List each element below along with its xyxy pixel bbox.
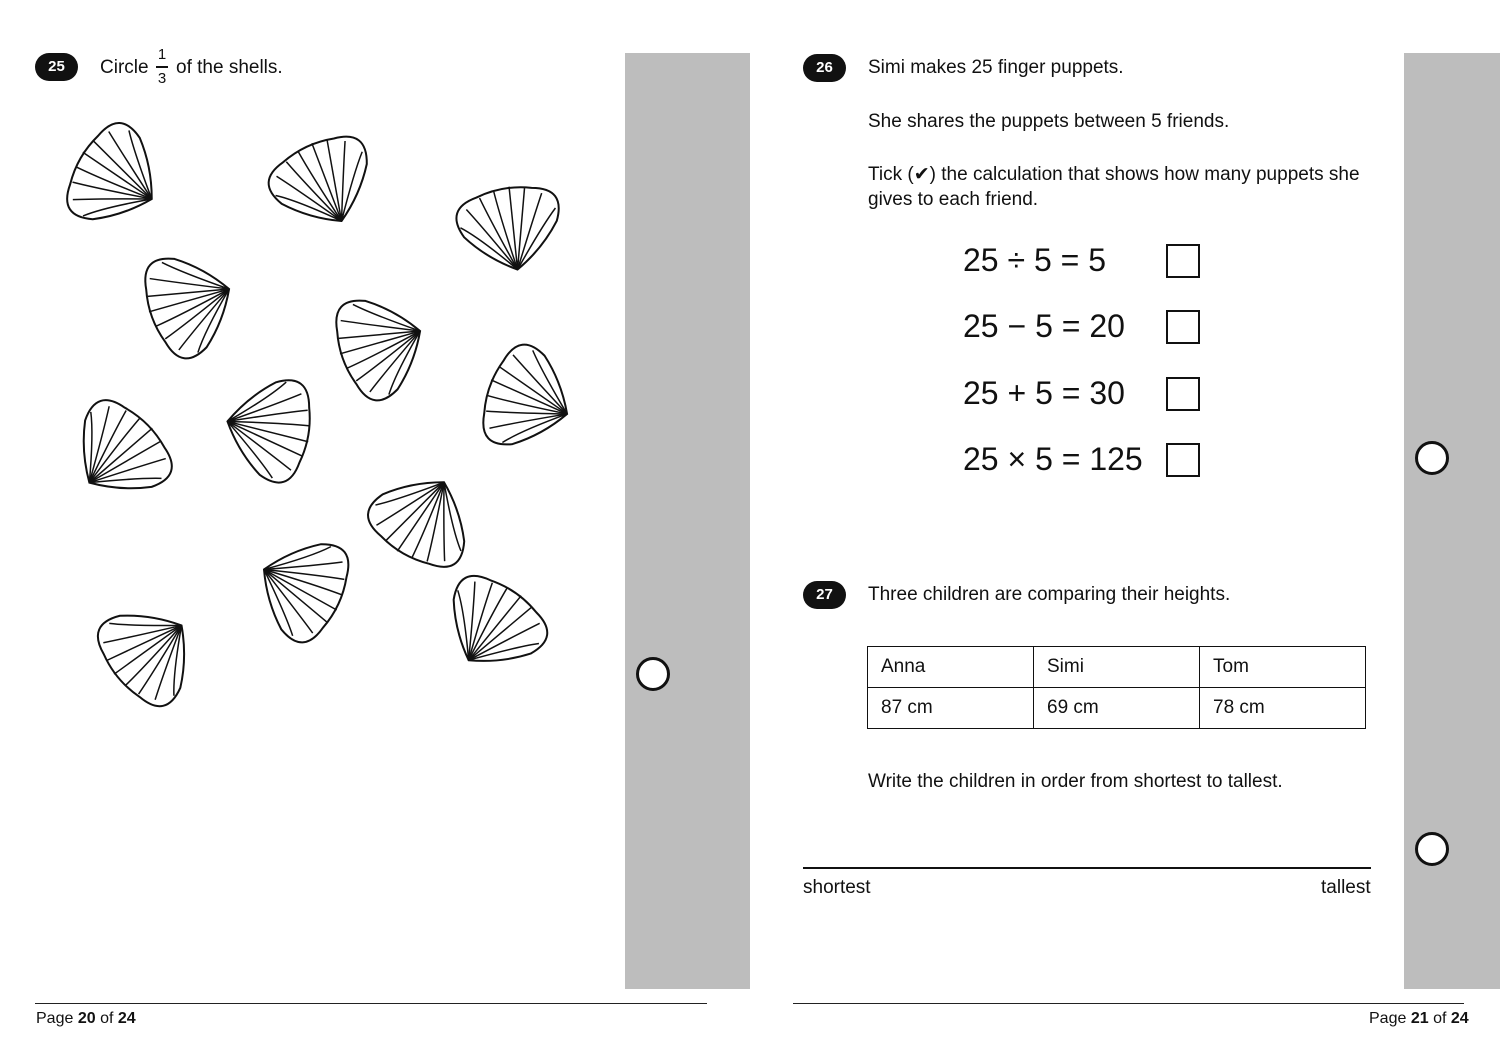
shell-icon[interactable] — [133, 241, 246, 366]
shell-icon[interactable] — [85, 586, 215, 718]
question-text-before: Circle — [100, 57, 149, 78]
page-footer — [36, 1010, 136, 1028]
shell-icon[interactable] — [324, 283, 437, 408]
tick-box-multiply[interactable] — [1166, 443, 1200, 477]
q27-instruction: Write the children in order from shortest to tallest. — [868, 771, 1283, 792]
footer-of: of — [1433, 1010, 1447, 1027]
tick-box-divide[interactable] — [1166, 244, 1200, 278]
shell-icon[interactable] — [452, 179, 568, 279]
footer-prefix: Page — [36, 1010, 74, 1027]
table-cell-name: Simi — [1034, 647, 1200, 688]
question-number-badge: 25 — [35, 53, 78, 81]
shells-area[interactable] — [0, 120, 620, 740]
footer-of: of — [100, 1010, 114, 1027]
table-cell-name: Tom — [1200, 647, 1366, 688]
binder-hole-icon — [1415, 832, 1449, 866]
fraction-numerator: 1 — [157, 46, 167, 63]
tallest-label: tallest — [1321, 877, 1371, 898]
q26-line2: She shares the puppets between 5 friends. — [868, 111, 1230, 132]
shell-icon[interactable] — [260, 124, 389, 243]
tick-box-subtract[interactable] — [1166, 310, 1200, 344]
fraction-bar — [156, 66, 168, 68]
footer-rule — [793, 1003, 1464, 1004]
calc-option-multiply: 25 × 5 = 125 — [963, 441, 1143, 477]
table-row — [868, 688, 1366, 729]
margin-strip — [1404, 53, 1500, 989]
q26-instruction-line2: gives to each friend. — [868, 189, 1039, 210]
answer-line[interactable] — [803, 867, 1371, 869]
q26-instruction-end: ) the calculation that shows how many puppets she — [929, 164, 1360, 185]
table-cell-height: 78 cm — [1200, 688, 1366, 729]
q27-prompt: Three children are comparing their heights. — [868, 584, 1231, 605]
page-footer — [1369, 1010, 1469, 1028]
shell-icon[interactable] — [242, 523, 361, 652]
margin-strip — [625, 53, 750, 989]
shell-icon[interactable] — [53, 387, 185, 519]
q26-line1: Simi makes 25 finger puppets. — [868, 57, 1124, 78]
fraction-denominator: 3 — [157, 70, 167, 87]
calc-option-divide: 25 ÷ 5 = 5 — [963, 242, 1106, 278]
q26-instruction-start: Tick ( — [868, 164, 914, 185]
binder-hole-icon — [1415, 441, 1449, 475]
table-cell-height: 87 cm — [868, 688, 1034, 729]
table-cell-height: 69 cm — [1034, 688, 1200, 729]
tick-box-add[interactable] — [1166, 377, 1200, 411]
footer-rule — [35, 1003, 707, 1004]
question-text-after: of the shells. — [176, 57, 283, 78]
shell-icon[interactable] — [426, 563, 558, 690]
footer-prefix: Page — [1369, 1010, 1407, 1027]
question-number-badge: 26 — [803, 54, 846, 82]
table-row — [868, 647, 1366, 688]
shell-icon[interactable] — [471, 337, 584, 462]
tick-icon: ✔ — [913, 164, 930, 185]
footer-page-number: 20 — [77, 1010, 96, 1027]
footer-page-total: 24 — [117, 1010, 136, 1027]
shell-icon[interactable] — [219, 371, 319, 487]
binder-hole-icon — [636, 657, 670, 691]
shell-icon[interactable] — [54, 120, 177, 244]
q26-instruction — [868, 162, 1360, 187]
heights-table — [867, 646, 1366, 729]
right-page — [750, 0, 1500, 1060]
table-cell-name: Anna — [868, 647, 1034, 688]
question-number-badge: 27 — [803, 581, 846, 609]
footer-page-total: 24 — [1450, 1010, 1469, 1027]
footer-page-number: 21 — [1410, 1010, 1429, 1027]
shortest-label: shortest — [803, 877, 871, 898]
calc-option-add: 25 + 5 = 30 — [963, 375, 1125, 411]
calc-option-subtract: 25 − 5 = 20 — [963, 308, 1125, 344]
shell-icon[interactable] — [358, 456, 489, 579]
